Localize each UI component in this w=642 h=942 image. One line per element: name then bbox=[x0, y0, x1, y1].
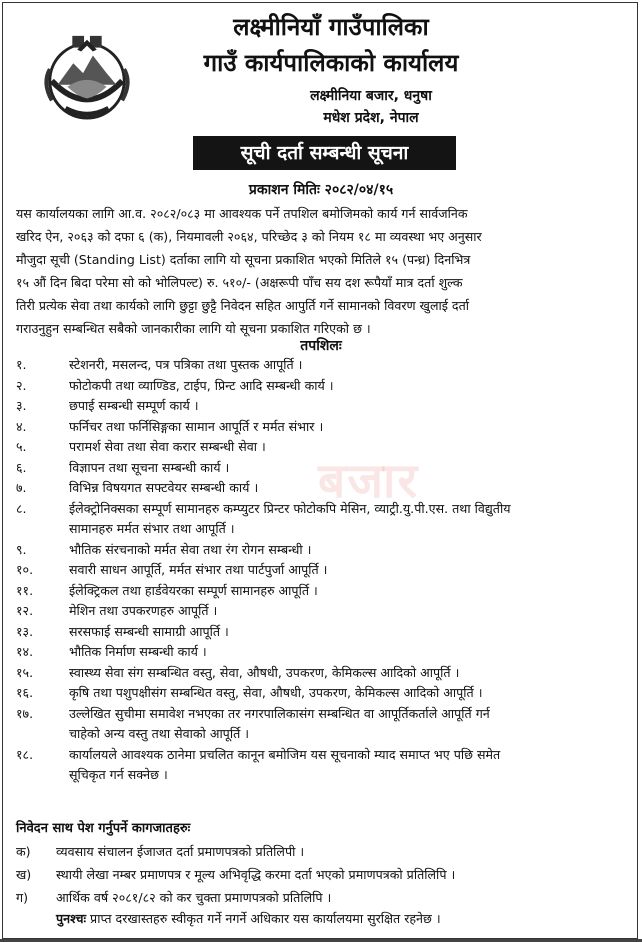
schedule-item-text: विज्ञापन तथा सूचना सम्बन्धी कार्य । bbox=[69, 459, 230, 475]
intro-paragraph bbox=[16, 202, 628, 340]
schedule-item-number: ९. bbox=[16, 541, 27, 557]
schedule-item-text: स्टेशनरी, मसलन्द, पत्र पत्रिका तथा पुस्तक आपूर्ति । bbox=[69, 357, 303, 372]
schedule-item-text: फोटोकपी तथा व्याण्डिड, टाईप, प्रिन्ट आदि सम्बन्धी कार्य । bbox=[69, 377, 334, 393]
postscript-text: प्राप्त दरखास्तहरु स्वीकृत गर्ने नगर्ने अधिकार यस कार्यालयमा सुरक्षित रहनेछ । bbox=[86, 911, 441, 926]
schedule-item-text: छपाई सम्बन्धी सम्पूर्ण कार्य । bbox=[69, 398, 199, 413]
document-item-text: आर्थिक वर्ष २०८१/८२ को कर चुक्ता प्रमाणपत्रको प्रतिलिपि । bbox=[56, 890, 332, 905]
document-item bbox=[16, 886, 628, 909]
document-item-text: स्थायी लेखा नम्बर प्रमाणपत्र र मूल्य अभिवृद्धि करमा दर्ता भएको प्रमाणपत्रको प्रतिलिपि । bbox=[56, 867, 456, 882]
municipality-name: लक्ष्मीनियाँ गाउँपालिका bbox=[233, 13, 429, 41]
schedule-item-text: सामानहरु मर्मत संभार तथा आपूर्ति । bbox=[69, 521, 235, 536]
schedule-item-number: २. bbox=[16, 377, 27, 393]
intro-line: १५ औं दिन बिदा परेमा सो को भोलिपल्ट) रु. ५१०/- (अक्षरूपी पाँच सय दश रूपैयाँ मात्र दर्ता शुल्क bbox=[16, 275, 463, 290]
postscript-note bbox=[56, 910, 441, 927]
schedule-item bbox=[16, 458, 628, 479]
schedule-item-number: १६. bbox=[16, 685, 34, 700]
office-name: गाउँ कार्यपालिकाको कार्यालय bbox=[203, 49, 459, 77]
schedule-item bbox=[16, 417, 628, 438]
document-item-text: व्यवसाय संचालन ईजाजत दर्ता प्रमाणपत्रको प्रतिलिपी । bbox=[56, 844, 305, 859]
schedule-item-number: ४. bbox=[16, 418, 27, 434]
document-item bbox=[16, 863, 628, 886]
schedule-item-text: भौतिक संरचनाको मर्मत सेवा तथा रंग रोगन सम्बन्धी । bbox=[69, 541, 312, 557]
schedule-item-text: विभिन्न विषयगत सफ्टवेयर सम्बन्धी कार्य । bbox=[69, 480, 259, 495]
schedule-item bbox=[16, 396, 628, 417]
schedule-item bbox=[16, 642, 628, 663]
schedule-item-text: चाहेको अन्य वस्तु तथा सेवाको आपूर्ति । bbox=[69, 726, 250, 741]
schedule-item bbox=[16, 601, 628, 622]
documents-list bbox=[16, 840, 628, 909]
schedule-item bbox=[16, 704, 628, 745]
schedule-item-number: ५. bbox=[16, 439, 27, 454]
schedule-item-text: कृषि तथा पशुपक्षीसंग सम्बन्धित वस्तु, सेवा, औषधी, उपकरण, केमिकल्स आदिको आपूर्ति । bbox=[69, 685, 483, 700]
schedule-title: तपशिलः bbox=[300, 338, 342, 354]
schedule-item-number: १८. bbox=[16, 746, 34, 762]
office-address: लक्ष्मीनिया बजार, धनुषा bbox=[310, 88, 432, 104]
schedule-item-number: १४. bbox=[16, 644, 34, 659]
schedule-item bbox=[16, 376, 628, 397]
schedule-item-number: १०. bbox=[16, 562, 34, 577]
schedule-item-text: सरसफाई सम्बन्धी सामाग्री आपूर्ति । bbox=[69, 623, 229, 639]
schedule-item-text: सूचिकृत गर्न सक्नेछ । bbox=[69, 767, 168, 782]
schedule-list bbox=[16, 355, 628, 786]
document-item bbox=[16, 840, 628, 863]
schedule-item-number: ६. bbox=[16, 459, 27, 475]
schedule-item-text: स्वास्थ्य सेवा संग सम्बन्धित वस्तु, सेवा, औषधी, उपकरण, केमिकल्स आदिको आपूर्ति । bbox=[69, 664, 460, 680]
schedule-item bbox=[16, 683, 628, 704]
schedule-item-number: ८. bbox=[16, 500, 27, 516]
postscript-label: पुनश्चः bbox=[56, 911, 87, 926]
intro-line: खरिद ऐन, २०६३ को दफा ६ (क), नियमावली २०६४, परिच्छेद ३ को नियम १८ मा व्यवस्था भए अनुसार bbox=[16, 229, 482, 244]
schedule-item-text: ईलेक्ट्रिकल तथा हार्डवेयरका सम्पूर्ण सामानहरु आपूर्ति । bbox=[69, 582, 318, 598]
schedule-item-text: भौतिक निर्माण सम्बन्धी कार्य । bbox=[69, 644, 207, 659]
document-item-label: ग) bbox=[16, 890, 29, 905]
intro-line: गराउनुहुन सम्बन्धित सबैको जानकारीका लागि यो सूचना प्रकाशित गरिएको छ । bbox=[16, 321, 371, 336]
schedule-item bbox=[16, 540, 628, 561]
schedule-item bbox=[16, 560, 628, 581]
schedule-item-text: उल्लेखित सुचीमा समावेश नभएका तर नगरपालिकासंग सम्बन्धित वा आपूर्तिकर्ताले आपूर्ति गर्न bbox=[69, 705, 490, 721]
schedule-item-number: १५. bbox=[16, 664, 34, 680]
schedule-item-text: परामर्श सेवा तथा सेवा करार सम्बन्धी सेवा । bbox=[69, 439, 266, 454]
watermark: बजार bbox=[318, 453, 420, 509]
schedule-item-text: मेशिन तथा उपकरणहरु आपूर्ति । bbox=[69, 603, 218, 618]
schedule-item-number: १. bbox=[16, 357, 27, 372]
intro-line: मौजुदा सूची (Standing List) दर्ताका लागि यो सूचना प्रकाशित भएको मितिले १५ (पन्ध्र) दिनभित्र bbox=[16, 252, 471, 267]
document-item-label: ख) bbox=[16, 867, 32, 882]
intro-line: यस कार्यालयका लागि आ.व. २०८२/०८३ मा आवश्यक पर्ने तपशिल बमोजिमको कार्य गर्न सार्वजनिक bbox=[16, 206, 468, 221]
schedule-item-number: ७. bbox=[16, 480, 27, 495]
notice-title-banner: सूची दर्ता सम्बन्धी सूचना bbox=[193, 136, 456, 170]
schedule-item bbox=[16, 355, 628, 376]
schedule-item bbox=[16, 622, 628, 643]
office-province: मधेश प्रदेश, नेपाल bbox=[323, 110, 419, 126]
schedule-item bbox=[16, 663, 628, 684]
schedule-item-text: सवारी साधन आपूर्ति, मर्मत संभार तथा पार्टपुर्जा आपूर्ति । bbox=[69, 562, 328, 577]
schedule-item-text: ईलेक्ट्रोनिक्सका सम्पूर्ण सामानहरु कम्प्युटर प्रिन्टर फोटोकपि मेसिन, व्याट्री.यु.पी.एस. तथा विद्युतीय bbox=[69, 500, 511, 516]
schedule-item-number: ११. bbox=[16, 582, 34, 598]
schedule-item-number: १२. bbox=[16, 603, 34, 618]
schedule-item-number: ३. bbox=[16, 398, 27, 413]
schedule-item bbox=[16, 478, 628, 499]
schedule-item-number: १७. bbox=[16, 705, 34, 721]
schedule-item-number: १३. bbox=[16, 623, 34, 639]
schedule-item-text: फर्निचर तथा फर्निसिङ्गका सामान आपूर्ति र मर्मत संभार । bbox=[69, 418, 324, 434]
intro-line: तिरी प्रत्येक सेवा तथा कार्यको लागि छुट्टा छुट्टै निवेदन सहित आपुर्ति गर्ने सामानको विवरण खुलाई दर्ता bbox=[16, 298, 470, 313]
schedule-item bbox=[16, 745, 628, 786]
publish-date: प्रकाशन मितिः २०८२/०४/१५ bbox=[248, 182, 394, 198]
schedule-item bbox=[16, 581, 628, 602]
document-item-label: क) bbox=[16, 844, 31, 859]
schedule-item-text: कार्यालयले आवश्यक ठानेमा प्रचलित कानून बमोजिम यस सूचनाको म्याद समाप्त भए पछि समेत bbox=[69, 746, 501, 762]
schedule-item bbox=[16, 437, 628, 458]
schedule-item bbox=[16, 499, 628, 540]
documents-title: निवेदन साथ पेश गर्नुपर्ने कागजातहरुः bbox=[16, 821, 191, 836]
